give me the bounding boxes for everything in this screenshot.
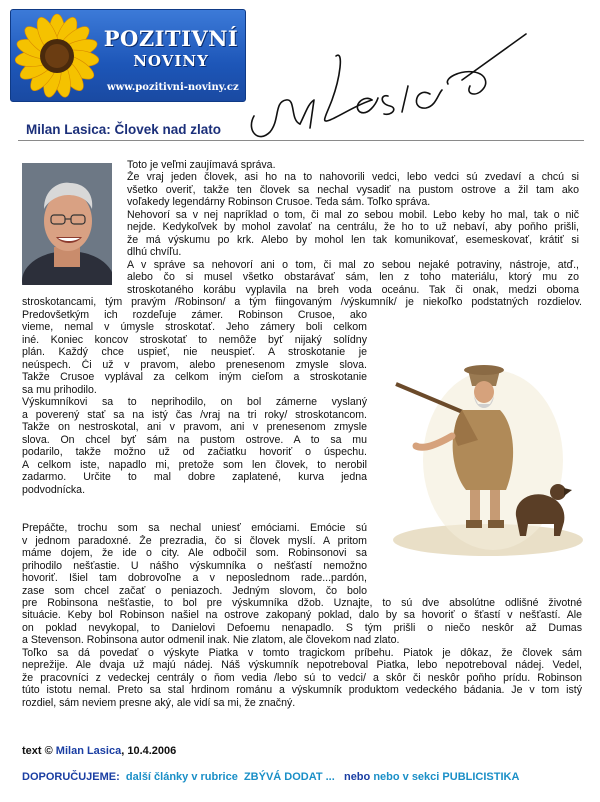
robinson-crusoe-illustration <box>378 340 588 560</box>
body-line: pre Robinsona nešťastie, to bol pre výskumníka džob. Uznajte, to sú dve absolútne odlišné životné <box>22 597 582 609</box>
body-line: stroskotaného korábu vyplavila na breh voda oceánu. Tak či onak, medzi oboma <box>127 284 579 296</box>
body-line: voľakedy legendárny Robinson Crusoe. Teda sám. Toľko správa. <box>127 196 431 208</box>
category-zbyva-dodat-link[interactable]: ZBÝVÁ DODAT ... <box>243 771 335 783</box>
body-line: A v správe sa nehovorí ani o tom, či mal zo sebou nejaké potraviny, nástroje, atď., <box>127 259 579 271</box>
category-articles-link[interactable]: další články v rubrice <box>125 771 238 783</box>
body-line: že má výskumu po krk. Alebo by mohol len tak komunikovať, esemeskovať, krátiť si <box>127 234 579 246</box>
credit-author[interactable]: Milan Lasica <box>55 745 122 757</box>
logo-url[interactable]: www.pozitivni-noviny.cz <box>107 82 239 93</box>
body-line: že pracovníci z vedeckej centrály o ňom vedia /lebo sú to vedci/ a skôr či neskôr poňho prídu. Robinson <box>22 672 582 684</box>
body-line: sa mu prihodilo. <box>22 384 97 396</box>
recommend-label: DOPORUČUJEME: <box>22 771 120 783</box>
body-line: zase som chcel začať o peniazoch. Jedným slovom, čo bolo <box>22 585 367 597</box>
body-line: a Stevenson. Robinsona autor odmenil inak. Nie zlatom, ale človekom nad zlato. <box>22 634 400 646</box>
body-line: podarilo, takže možno už od začiatku hovoriť o úspechu. <box>22 446 367 458</box>
body-line: stroskotancami, tým pravým /Robinson/ a tým fiingovaným /výskumník/ je niekoľko podstatných rozdielov. <box>22 296 582 308</box>
body-line: Prepáčte, trochu som sa nechal uniesť emóciami. Emócie sú <box>22 522 367 534</box>
author-signature <box>240 20 530 150</box>
body-line: neprežije. Ale dvaja už majú nádej. Náš výskumník nepotreboval Piatka, lebo nepotreboval nádej. Vedel, <box>22 659 582 671</box>
author-portrait <box>22 163 112 285</box>
section-link-label[interactable]: nebo v sekci <box>373 771 440 783</box>
article-credit <box>22 745 176 757</box>
recommend-separator: nebo <box>343 771 371 783</box>
logo-title: POZITIVNÍ <box>103 26 239 51</box>
body-line: slova. On chcel byť sám na pustom ostrove. A to sa mu <box>22 434 367 446</box>
article-title: Milan Lasica: Človek nad zlato <box>26 122 222 137</box>
body-line: zadarmo. Určite to mal dobre zaplatené, kurva jedna <box>22 471 367 483</box>
body-line: Predovšetkým ich rozdeľuje zámer. Robinson Crusoe, ako <box>22 309 367 321</box>
body-line: a poverený stať sa na istý čas /vraj na tri roky/ stroskotancom. <box>22 409 367 421</box>
body-line: A celkom iste, napadlo mi, pretože som len človek, to nerobil <box>22 459 367 471</box>
credit-prefix: text © <box>22 745 53 757</box>
body-line: túto istotu nemal. Preto sa stal hrdinom románu a výskumník produktom vedeckého bádania. Je v tom istý <box>22 684 582 696</box>
body-line: iné. Koniec koncov stroskotať to nemôže byť nijaký solídny <box>22 334 367 346</box>
body-line: Takže Crusoe vyplával za celkom iným cieľom a stroskotanie <box>22 371 367 383</box>
body-line: dlhú chvíľu. <box>127 246 182 258</box>
body-line: máme dojem, že ide o city. Ale odbočil som. Robinsonovi sa <box>22 547 367 559</box>
recommend-row <box>22 771 519 783</box>
body-line: Výskumníkovi sa to neprihodilo, on bol zámerne vyslaný <box>22 396 367 408</box>
body-line: Že vraj jeden človek, asi ho na to nahovorili vedci, lebo vedci sú zvedaví a chcú si <box>127 171 579 183</box>
body-line: neúspech. Či už v pravom, alebo prenesenom zmysle slova. <box>22 359 367 371</box>
body-line: Toľko sa dá povedať o výskyte Piatka v tomto tragickom príbehu. Piatok je dôkaz, že človek sám <box>22 647 582 659</box>
body-line: alebo čo si musel všetko obstarávať sám, len z toho materiálu, ktorý mu zo <box>127 271 579 283</box>
body-line: prihodilo nešťastie. U nášho výskumníka o nešťastí nemožno <box>22 560 367 572</box>
body-line: hovoriť. Išiel tam dobrovoľne a v neposlednom rade...pardón, <box>22 572 367 584</box>
body-line: Toto je veľmi zaujímavá správa. <box>127 159 276 171</box>
body-line: podvodnícka. <box>22 484 86 496</box>
logo-subtitle: NOVINY <box>133 52 209 70</box>
body-line: rozdiel, sám neviem presne aký, ale vidí sa mi, že značný. <box>22 697 296 709</box>
site-logo[interactable] <box>10 9 246 102</box>
body-line: vieme, nemal v úmysle stroskotať. Jeho zámery boli celkom <box>22 321 367 333</box>
section-publicistika-link[interactable]: PUBLICISTIKA <box>442 771 520 783</box>
body-line: situácie. Keby bol Robinson našiel na ostrove zakopaný poklad, dalo by sa hovoriť o šťastí v nešťastí. Ale <box>22 609 582 621</box>
body-line: nejde. Kedykoľvek by mohol zavolať na centrálu, že ho to už nebaví, aby poňho prišli, <box>127 221 579 233</box>
body-line: Nehovorí sa v nej napríklad o tom, či mal zo sebou mobil. Lebo keby ho mal, tak o nič <box>127 209 579 221</box>
body-line: v jednom paradoxné. Že prezradia, čo si človek myslí. A pritom <box>22 535 367 547</box>
credit-date: , 10.4.2006 <box>121 745 177 757</box>
body-line: Takže on nestroskotal, ani v pravom, ani v prenesenom zmysle <box>22 421 367 433</box>
title-divider <box>18 140 584 141</box>
body-line: plán. Každý chce uspieť, nie neuspieť. A stroskotanie je <box>22 346 367 358</box>
body-line: všetko overiť, takže ten človek sa nechal vysadiť na pustom ostrove a žil tam ako <box>127 184 579 196</box>
sunflower-icon <box>15 12 99 100</box>
body-line: on poklad nevykopal, to Danielovi Defoemu nenapadlo. S tým prišli o niečo neskôr až Dumas <box>22 622 582 634</box>
